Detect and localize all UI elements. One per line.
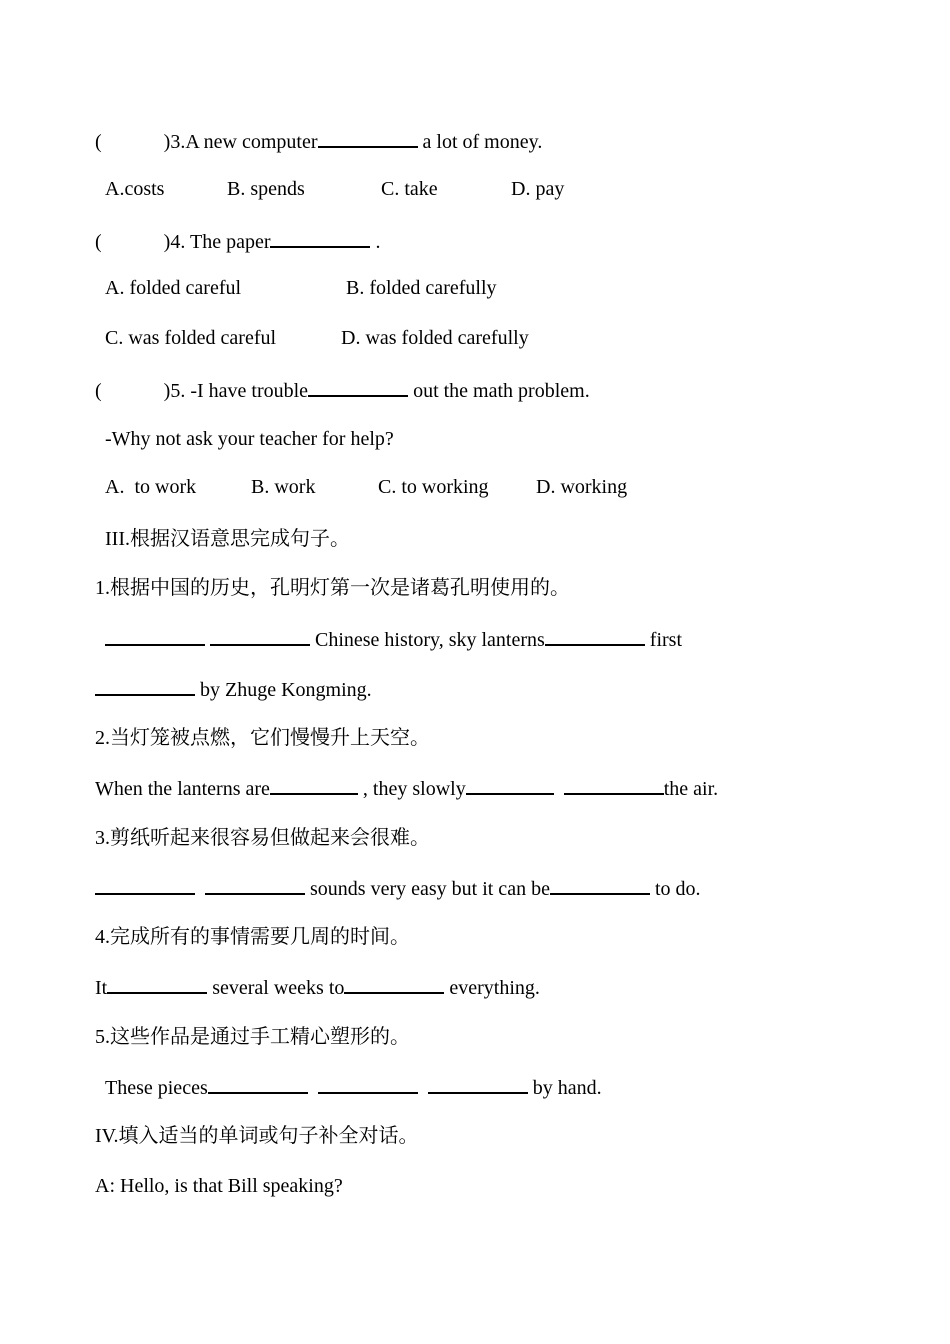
section-4-heading: IV.填入适当的单词或句子补全对话。 [95,1125,419,1147]
item-3-text: sounds very easy but it can be [305,878,550,900]
item-5-english [105,1074,602,1101]
item-2-text: the air. [663,778,719,800]
item-1-text: Chinese history, sky lanterns [310,629,545,651]
answer-blank[interactable] [105,626,205,646]
answer-blank[interactable] [466,775,554,795]
question-5-stem: )5. -I have trouble [163,380,309,402]
answer-blank[interactable] [95,676,195,696]
answer-blank[interactable] [107,974,207,994]
answer-blank[interactable] [205,875,305,895]
answer-blank[interactable] [208,1074,308,1094]
answer-blank[interactable] [318,128,418,148]
option-c: C. was folded careful [105,327,277,349]
item-5-chinese: 5.这些作品是通过手工精心塑形的。 [95,1026,410,1048]
answer-blank[interactable] [564,775,664,795]
option-d: D. pay [511,178,565,200]
question-5-reply: -Why not ask your teacher for help? [105,428,394,450]
answer-blank[interactable] [270,775,358,795]
answer-blank[interactable] [270,228,370,248]
section-3-heading: III.根据汉语意思完成句子。 [105,528,350,550]
dialogue-line-1: A: Hello, is that Bill speaking? [95,1175,343,1197]
item-2-english [95,775,718,802]
option-b: B. work [251,476,316,498]
item-3-chinese: 3.剪纸听起来很容易但做起来会很难。 [95,827,430,849]
item-2-chinese: 2.当灯笼被点燃，它们慢慢升上天空。 [95,727,430,749]
item-3-english [95,875,701,902]
answer-blank[interactable] [550,875,650,895]
option-c: C. to working [378,476,489,498]
item-3-text: to do. [649,878,701,900]
answer-blank[interactable] [95,875,195,895]
item-2-text: When the lanterns are [95,778,270,800]
item-4-text: It [95,977,108,999]
answer-blank[interactable] [210,626,310,646]
item-1-chinese: 1.根据中国的历史，孔明灯第一次是诸葛孔明使用的。 [95,577,570,599]
question-3-stem: )3.A new computer [163,131,318,153]
question-4-stem-end: . [370,231,381,253]
answer-blank[interactable] [428,1074,528,1094]
question-5-stem-end: out the math problem. [408,380,590,402]
question-4: ( )4. The paper . [95,228,380,255]
option-b: B. folded carefully [346,277,497,299]
question-3: ( )3.A new computer a lot of money. [95,128,542,155]
item-4-chinese: 4.完成所有的事情需要几周的时间。 [95,926,410,948]
item-1-english-cont [95,676,372,703]
option-a: A. to work [105,476,197,498]
question-4-stem: )4. The paper [163,231,271,253]
item-5-text: These pieces [105,1077,208,1099]
option-d: D. working [536,476,628,498]
answer-blank[interactable] [344,974,444,994]
option-a: A.costs [105,178,165,200]
question-3-stem-end: a lot of money. [417,131,543,153]
item-2-text: , they slowly [357,778,466,800]
option-b: B. spends [227,178,305,200]
item-4-english [95,974,540,1001]
answer-blank[interactable] [545,626,645,646]
option-c: C. take [381,178,438,200]
answer-blank[interactable] [318,1074,418,1094]
question-5: ( )5. -I have trouble out the math problem. [95,377,590,404]
item-4-text: everything. [444,977,540,999]
option-d: D. was folded carefully [341,327,529,349]
item-5-text: by hand. [527,1077,602,1099]
item-1-text: by Zhuge Kongming. [195,679,372,701]
answer-blank[interactable] [308,377,408,397]
item-1-english [105,626,682,653]
item-1-text: first [644,629,683,651]
option-a: A. folded careful [105,277,242,299]
item-4-text: several weeks to [207,977,345,999]
